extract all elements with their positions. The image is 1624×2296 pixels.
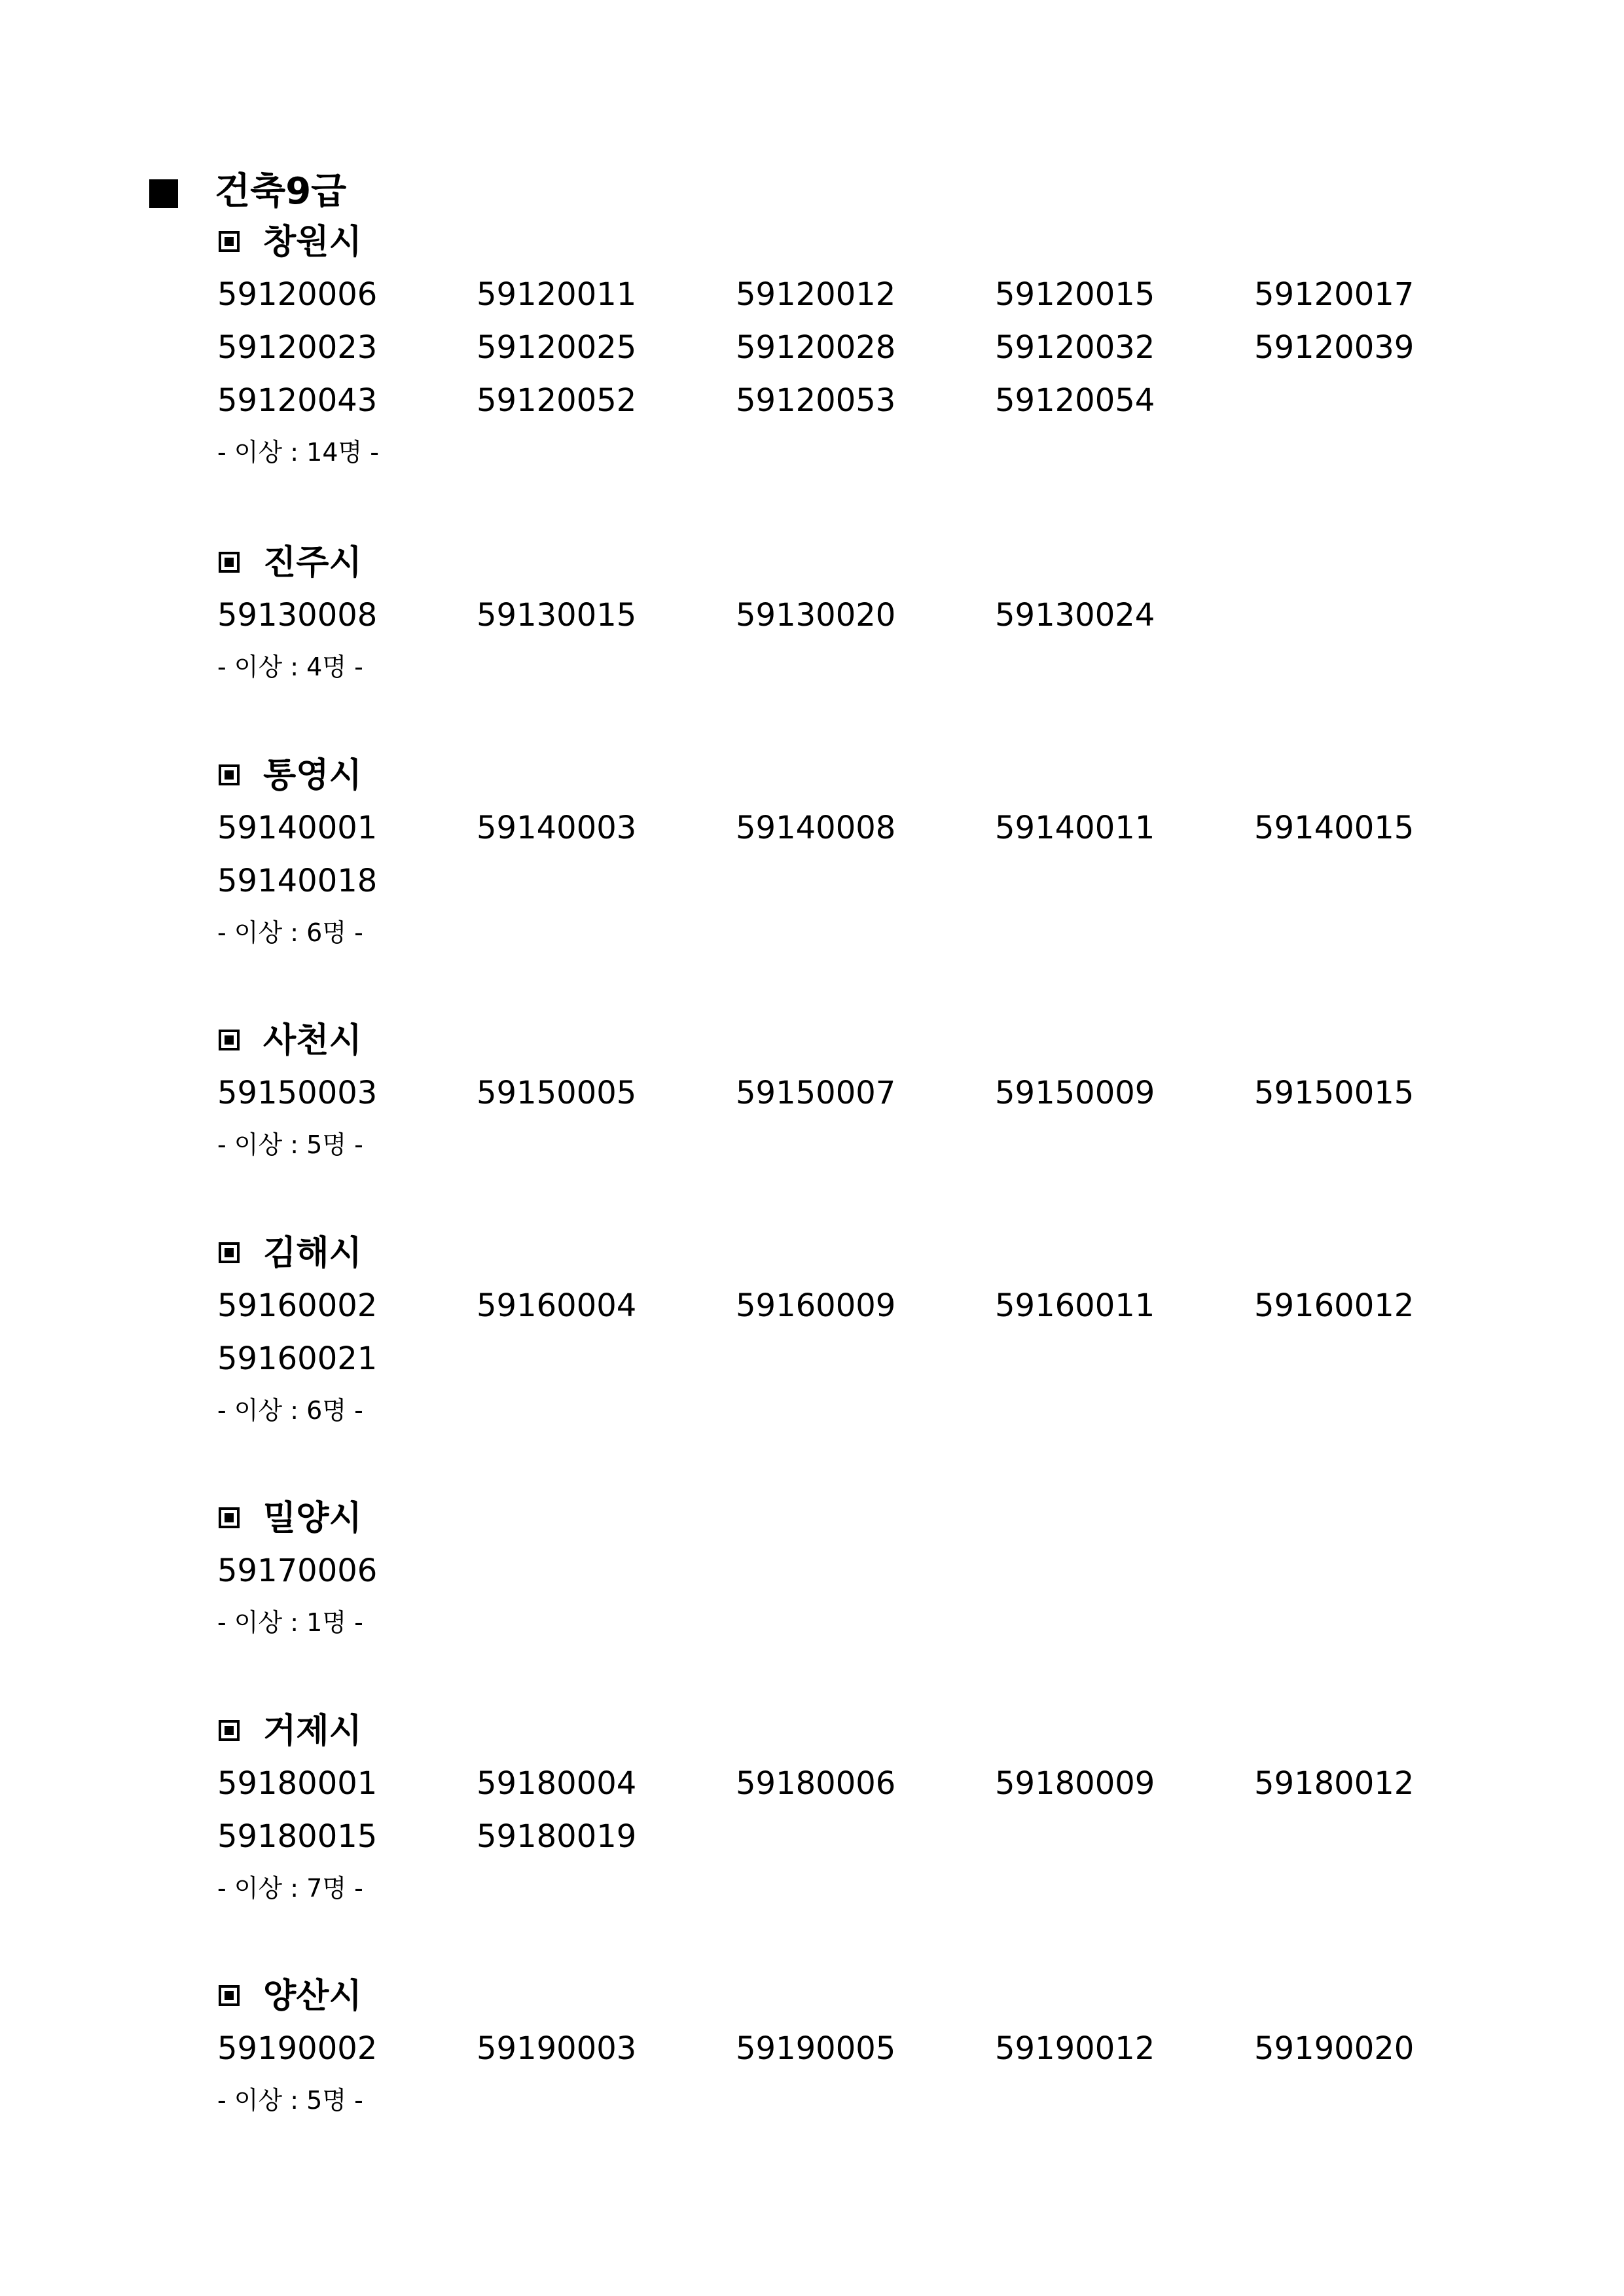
exam-number: 59120028 <box>736 329 896 366</box>
number-row <box>217 855 1526 908</box>
exam-number: 59140015 <box>1254 810 1415 846</box>
exam-number: 59120011 <box>477 276 637 313</box>
exam-number: 59160011 <box>995 1287 1155 1324</box>
section-header <box>217 1227 1526 1280</box>
exam-number: 59180006 <box>736 1765 896 1802</box>
black-square-bullet-icon <box>149 179 178 208</box>
exam-number: 59190012 <box>995 2030 1155 2067</box>
exam-number: 59120053 <box>736 382 896 419</box>
exam-number: 59120015 <box>995 276 1155 313</box>
exam-number: 59150005 <box>477 1075 637 1111</box>
region-section <box>217 1492 1526 1647</box>
number-grid <box>217 1545 1526 1598</box>
exam-number: 59160004 <box>477 1287 637 1324</box>
section-title: 사천시 <box>263 1021 362 1060</box>
square-bullet-icon <box>219 1720 240 1741</box>
exam-number: 59120054 <box>995 382 1155 419</box>
exam-number: 59160012 <box>1254 1287 1415 1324</box>
exam-number: 59180015 <box>217 1818 378 1855</box>
number-row <box>217 1545 1526 1598</box>
region-section <box>217 1970 1526 2125</box>
exam-number: 59120025 <box>477 329 637 366</box>
exam-number: 59170006 <box>217 1552 378 1589</box>
number-row <box>217 321 1526 374</box>
exam-number: 59120052 <box>477 382 637 419</box>
section-header <box>217 1492 1526 1545</box>
exam-number: 59140018 <box>217 863 378 899</box>
exam-number: 59150009 <box>995 1075 1155 1111</box>
section-count: - 이상 : 1명 - <box>217 1608 363 1637</box>
exam-number: 59180009 <box>995 1765 1155 1802</box>
exam-number: 59190002 <box>217 2030 378 2067</box>
page-title: 건축9급 <box>215 170 347 213</box>
exam-number: 59140001 <box>217 810 378 846</box>
exam-number: 59140003 <box>477 810 637 846</box>
number-grid <box>217 1757 1526 1863</box>
exam-number: 59140008 <box>736 810 896 846</box>
exam-number: 59180004 <box>477 1765 637 1802</box>
square-bullet-icon <box>219 1985 240 2006</box>
section-count: - 이상 : 4명 - <box>217 653 363 681</box>
exam-number: 59120006 <box>217 276 378 313</box>
number-grid <box>217 802 1526 908</box>
section-count: - 이상 : 5명 - <box>217 1130 363 1159</box>
number-row <box>217 802 1526 855</box>
number-row <box>217 1810 1526 1863</box>
region-section <box>217 749 1526 958</box>
exam-number: 59180012 <box>1254 1765 1415 1802</box>
section-header <box>217 1970 1526 2022</box>
exam-number: 59130020 <box>736 597 896 634</box>
exam-number: 59120043 <box>217 382 378 419</box>
section-title: 통영시 <box>263 756 362 795</box>
exam-number: 59160021 <box>217 1340 378 1377</box>
square-bullet-icon <box>219 1242 240 1263</box>
number-row <box>217 589 1526 642</box>
region-section <box>217 1227 1526 1435</box>
section-count: - 이상 : 14명 - <box>217 438 380 467</box>
number-grid <box>217 1067 1526 1120</box>
exam-number: 59190005 <box>736 2030 896 2067</box>
region-section <box>217 1705 1526 1913</box>
section-header <box>217 749 1526 802</box>
section-title: 진주시 <box>263 543 362 583</box>
exam-number: 59150007 <box>736 1075 896 1111</box>
region-section <box>217 1014 1526 1170</box>
exam-number: 59120017 <box>1254 276 1415 313</box>
square-bullet-icon <box>219 764 240 785</box>
section-title: 양산시 <box>263 1977 362 2016</box>
exam-number: 59120012 <box>736 276 896 313</box>
number-grid <box>217 268 1526 427</box>
exam-number: 59120039 <box>1254 329 1415 366</box>
exam-number: 59130008 <box>217 597 378 634</box>
region-section <box>217 216 1526 477</box>
exam-number: 59140011 <box>995 810 1155 846</box>
number-row <box>217 1280 1526 1333</box>
section-header <box>217 1014 1526 1067</box>
number-grid <box>217 1280 1526 1386</box>
section-count: - 이상 : 7명 - <box>217 1874 363 1903</box>
section-count: - 이상 : 6명 - <box>217 1396 363 1425</box>
exam-number: 59180001 <box>217 1765 378 1802</box>
section-title: 창원시 <box>263 223 362 262</box>
section-title: 밀양시 <box>263 1499 362 1538</box>
section-title: 김해시 <box>263 1234 362 1273</box>
exam-number: 59130015 <box>477 597 637 634</box>
page-heading <box>149 169 607 215</box>
number-grid <box>217 589 1526 642</box>
square-bullet-icon <box>219 1507 240 1528</box>
exam-number: 59130024 <box>995 597 1155 634</box>
section-header <box>217 1705 1526 1757</box>
exam-number: 59150003 <box>217 1075 378 1111</box>
number-row <box>217 2022 1526 2075</box>
square-bullet-icon <box>219 231 240 252</box>
section-header <box>217 537 1526 589</box>
region-section <box>217 537 1526 692</box>
square-bullet-icon <box>219 1030 240 1050</box>
section-header <box>217 216 1526 268</box>
number-grid <box>217 2022 1526 2075</box>
exam-number: 59190020 <box>1254 2030 1415 2067</box>
number-row <box>217 1067 1526 1120</box>
square-bullet-icon <box>219 552 240 573</box>
number-row <box>217 374 1526 427</box>
number-row <box>217 1333 1526 1386</box>
exam-number: 59150015 <box>1254 1075 1415 1111</box>
exam-number: 59190003 <box>477 2030 637 2067</box>
exam-number: 59160009 <box>736 1287 896 1324</box>
section-count: - 이상 : 5명 - <box>217 2086 363 2115</box>
section-count: - 이상 : 6명 - <box>217 918 363 947</box>
exam-number: 59180019 <box>477 1818 637 1855</box>
section-title: 거제시 <box>263 1712 362 1751</box>
number-row <box>217 268 1526 321</box>
exam-number: 59120023 <box>217 329 378 366</box>
number-row <box>217 1757 1526 1810</box>
exam-number: 59120032 <box>995 329 1155 366</box>
exam-number: 59160002 <box>217 1287 378 1324</box>
